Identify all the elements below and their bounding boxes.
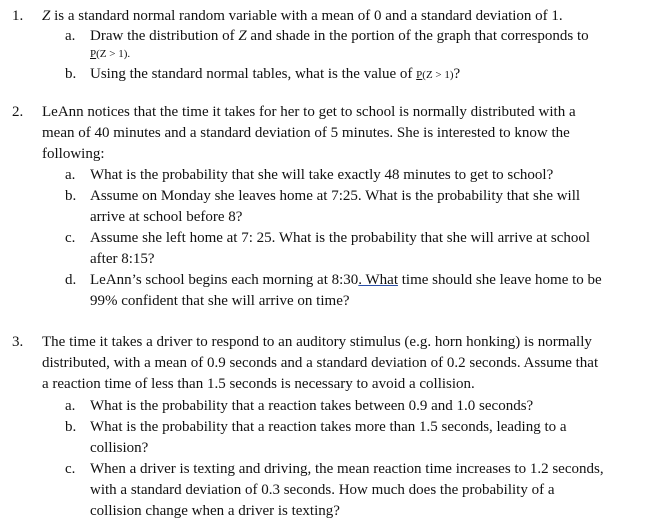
q2d-text1: LeAnn’s school begins each morning at 8:30. What time should she leave home to be (90, 272, 602, 288)
q1a-prob: P(Z > 1). (90, 48, 131, 60)
q3b-text1: What is the probability that a reaction takes more than 1.5 seconds, leading to a (90, 419, 567, 435)
q2a-text: What is the probability that she will take exactly 48 minutes to get to school? (90, 167, 554, 183)
q3-line3: a reaction time of less than 1.5 seconds is necessary to avoid a collision. (42, 376, 475, 392)
q3b-text2: collision? (90, 440, 149, 456)
q2c-text2: after 8:15? (90, 251, 155, 267)
q1a-text: Draw the distribution of Z and shade in the portion of the graph that corresponds to (90, 28, 589, 44)
q1a-label: a. (65, 28, 76, 44)
q3-line2: distributed, with a mean of 0.9 seconds and a standard deviation of 0.2 seconds. Assume that (42, 355, 599, 371)
q2-number: 2. (12, 104, 24, 120)
q3-line1: The time it takes a driver to respond to an auditory stimulus (e.g. horn honking) is normally (42, 334, 592, 350)
q2b-text1: Assume on Monday she leaves home at 7:25. What is the probability that she will (90, 188, 581, 204)
q3c-label: c. (65, 461, 76, 477)
q3c-text2: with a standard deviation of 0.3 seconds. How much does the probability of a (90, 482, 555, 498)
q1b-label: b. (65, 66, 77, 82)
q2a-label: a. (65, 167, 76, 183)
q2-line2: mean of 40 minutes and a standard deviation of 5 minutes. She is interested to know the (42, 125, 570, 141)
q2b-text2: arrive at school before 8? (90, 209, 243, 225)
q1b-text: Using the standard normal tables, what is the value of P(Z > 1)? (90, 66, 461, 82)
q3c-text1: When a driver is texting and driving, the mean reaction time increases to 1.2 seconds, (90, 461, 604, 477)
q2-line3: following: (42, 146, 105, 162)
q3a-text: What is the probability that a reaction takes between 0.9 and 1.0 seconds? (90, 398, 534, 414)
q1-stem-var: Z (42, 8, 51, 24)
q2c-label: c. (65, 230, 76, 246)
q2d-text2: 99% confident that she will arrive on time? (90, 293, 350, 309)
q1-stem-text: is a standard normal random variable with a mean of 0 and a standard deviation of 1. (50, 8, 563, 24)
q3b-label: b. (65, 419, 77, 435)
q2d-label: d. (65, 272, 77, 288)
q1-number: 1. (12, 8, 24, 24)
q3a-label: a. (65, 398, 76, 414)
q3c-text3: collision change when a driver is texting? (90, 503, 340, 519)
q1-stem (42, 7, 563, 25)
q2-line1: LeAnn notices that the time it takes for her to get to school is normally distributed with a (42, 104, 576, 120)
q2b-label: b. (65, 188, 77, 204)
q3-number: 3. (12, 334, 24, 350)
q2c-text1: Assume she left home at 7: 25. What is the probability that she will arrive at school (90, 230, 591, 246)
